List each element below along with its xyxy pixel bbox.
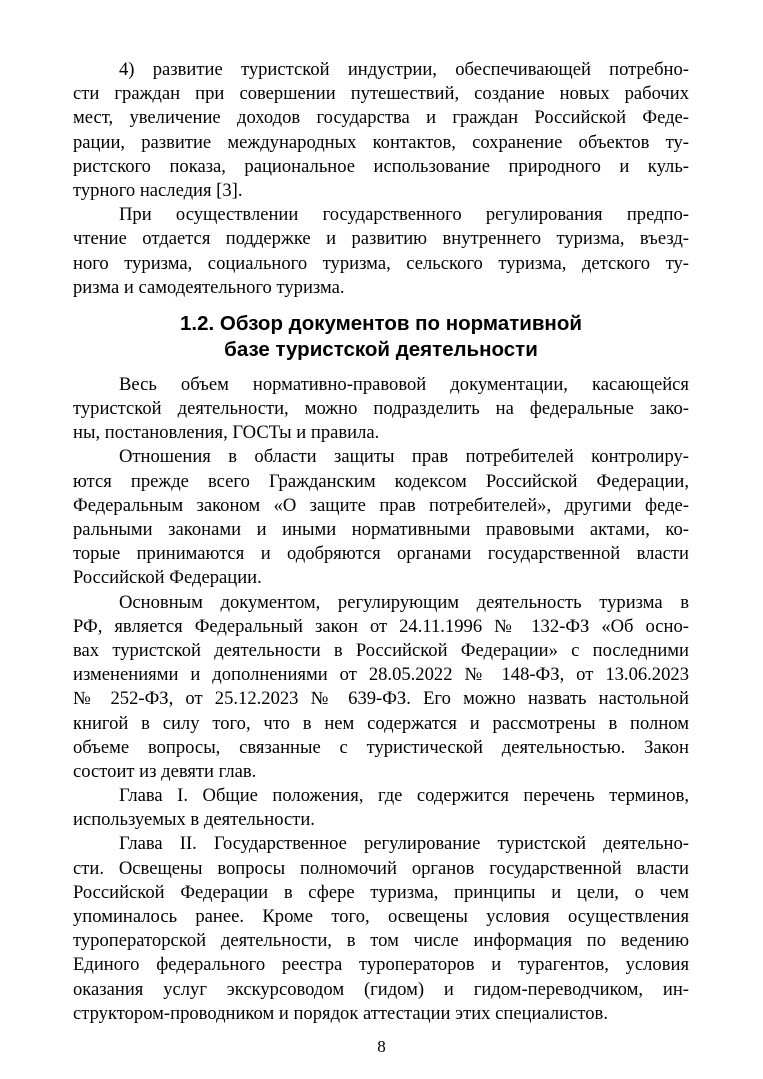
text-line: чтение отдается поддержке и развитию внутреннего туризма, въезд- xyxy=(73,228,689,250)
text-line: изменениями и дополнениями от 28.05.2022 № 148-ФЗ, от 13.06.2023 xyxy=(73,664,689,686)
text-line: торые принимаются и одобряются органами государственной власти xyxy=(73,543,689,565)
text-line: оказания услуг экскурсоводом (гидом) и гидом-переводчиком, ин- xyxy=(73,978,689,1000)
text-line: туроператорской деятельности, в том числе информация по ведению xyxy=(73,930,689,952)
text-line: объеме вопросы, связанные с туристической деятельностью. Закон xyxy=(73,736,689,758)
text-line: структором-проводником и порядок аттестации этих специалистов. xyxy=(73,1002,608,1024)
text-line: ристского показа, рациональное использование природного и куль- xyxy=(73,155,689,177)
text-line: Основным документом, регулирующим деятельность туризма в xyxy=(119,591,689,613)
document-page xyxy=(73,58,689,1026)
text-line: Глава I. Общие положения, где содержится перечень терминов, xyxy=(119,785,689,807)
text-line: Весь объем нормативно-правовой документации, касающейся xyxy=(119,373,689,395)
text-line: турного наследия [3]. xyxy=(73,179,243,201)
paragraph-federal-law xyxy=(73,591,689,785)
text-line: Российской Федерации в сфере туризма, принципы и цели, о чем xyxy=(73,881,689,903)
section-heading-line: базе туристской деятельности xyxy=(224,337,538,361)
paragraph-tourism-industry xyxy=(73,58,689,203)
text-line: Единого федерального реестра туроператоров и турагентов, условия xyxy=(73,954,689,976)
paragraph-consumer-rights xyxy=(73,445,689,590)
text-line: туристской деятельности, можно подразделить на федеральные зако- xyxy=(73,398,689,420)
text-line: Федеральным законом «О защите прав потребителей», другими феде- xyxy=(73,494,689,516)
text-line: ного туризма, социального туризма, сельского туризма, детского ту- xyxy=(73,252,689,274)
text-line: сти. Освещены вопросы полномочий органов государственной власти xyxy=(73,857,689,879)
text-line: Российской Федерации. xyxy=(73,567,262,589)
text-line: РФ, является Федеральный закон от 24.11.1996 № 132-ФЗ «Об осно- xyxy=(73,615,689,637)
text-line: ны, постановления, ГОСТы и правила. xyxy=(73,422,380,444)
text-line: сти граждан при совершении путешествий, создание новых рабочих xyxy=(73,83,689,105)
text-line: При осуществлении государственного регулирования предпо- xyxy=(119,204,689,226)
text-line: ральными законами и иными нормативными правовыми актами, ко- xyxy=(73,519,689,540)
paragraph-chapter-1 xyxy=(73,784,689,832)
text-line: используемых в деятельности. xyxy=(73,809,315,831)
text-line: упоминалось ранее. Кроме того, освещены условия осуществления xyxy=(73,906,689,927)
section-heading xyxy=(73,311,689,363)
page-number: 8 xyxy=(377,1037,386,1056)
text-line: № 252-ФЗ, от 25.12.2023 № 639-ФЗ. Его можно назвать настольной xyxy=(73,688,689,710)
text-line: рации, развитие международных контактов, сохранение объектов ту- xyxy=(73,131,689,153)
text-line: ются прежде всего Гражданским кодексом Российской Федерации, xyxy=(73,470,689,492)
paragraph-regulatory-docs xyxy=(73,373,689,446)
text-line: ризма и самодеятельного туризма. xyxy=(73,276,345,298)
text-line: книгой в силу того, что в нем содержатся и рассмотрены в полном xyxy=(73,712,689,734)
text-line: 4) развитие туристской индустрии, обеспечивающей потребно- xyxy=(119,59,689,80)
paragraph-chapter-2 xyxy=(73,832,689,1026)
text-line: вах туристской деятельности в Российской Федерации» с последними xyxy=(73,639,689,661)
paragraph-state-regulation xyxy=(73,203,689,300)
section-heading-line: 1.2. Обзор документов по нормативной xyxy=(180,311,582,335)
text-line: состоит из девяти глав. xyxy=(73,760,257,782)
text-line: мест, увеличение доходов государства и граждан Российской Феде- xyxy=(73,107,689,129)
text-line: Отношения в области защиты прав потребителей контролиру- xyxy=(119,446,689,468)
text-line: Глава II. Государственное регулирование туристской деятельно- xyxy=(119,833,689,855)
